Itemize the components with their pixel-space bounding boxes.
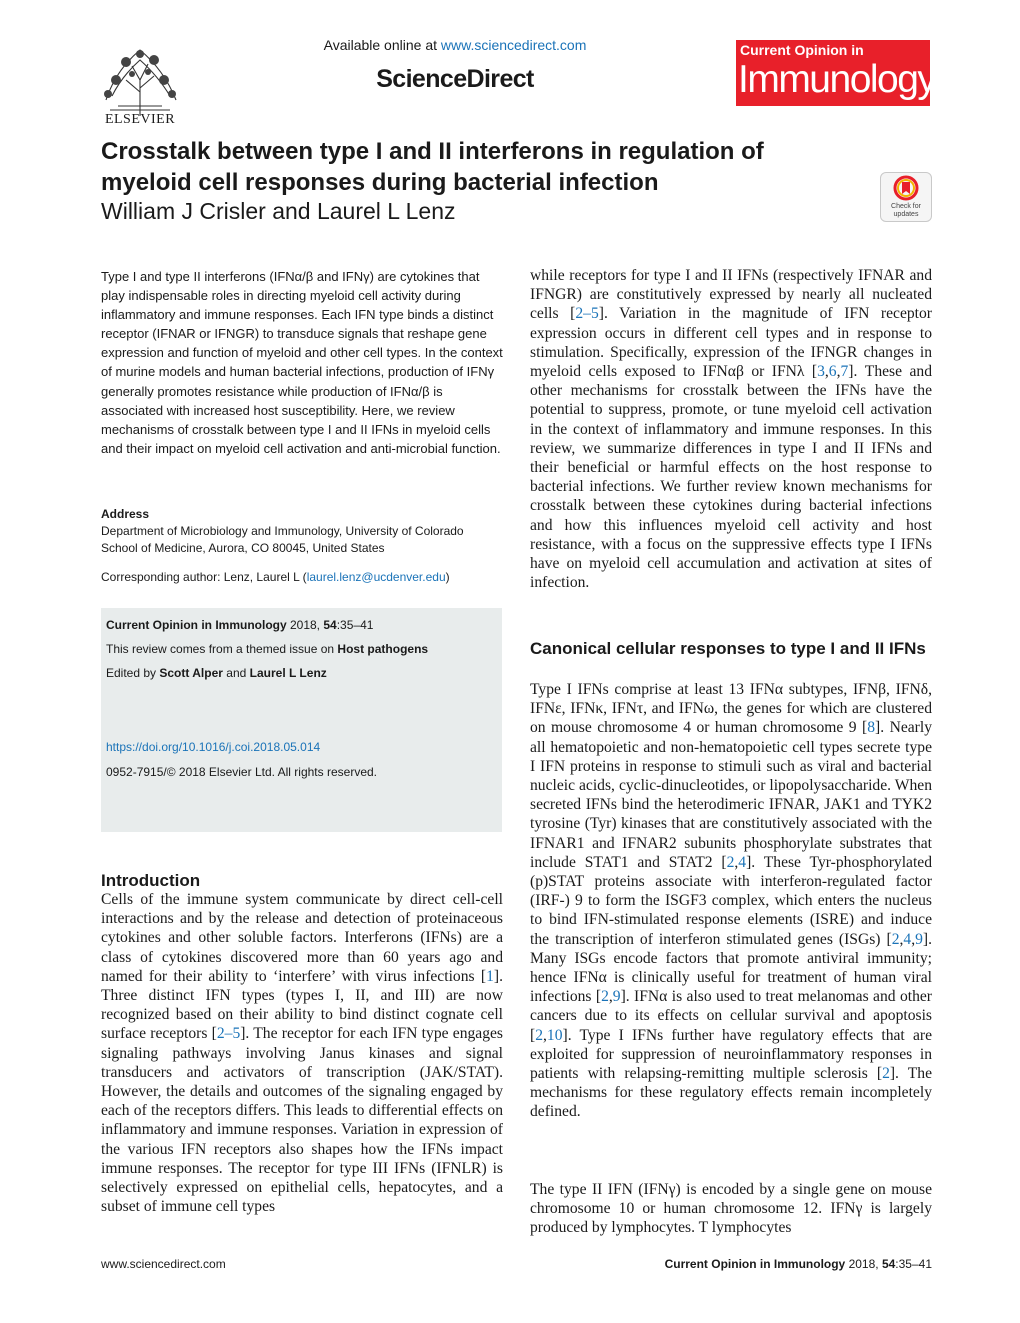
editor-1: Scott Alper (159, 666, 223, 680)
corresponding-prefix: Corresponding author: Lenz, Laurel L ( (101, 570, 307, 584)
article-authors: William J Crisler and Laurel L Lenz (101, 198, 456, 224)
reference-link[interactable]: 9 (915, 930, 923, 948)
footer-pages: :35–41 (895, 1257, 932, 1271)
info-year: 2018, (286, 618, 324, 632)
text-run: Type I IFNs comprise at least 13 IFNα subtypes, IFNβ, IFNδ, IFNε, IFNκ, IFNτ, and IFNω, the genes for which are clustered on mouse chromosome 4 or human chromosome 9 [ (530, 681, 932, 737)
reference-link[interactable]: 2 (891, 930, 900, 948)
tree-icon (96, 40, 184, 118)
text-run: ]. Type I IFNs further have regulatory effects that are exploited for suppression of neuroinflammatory responses in patients with relapsing-remitting multiple sclerosis [ (530, 1026, 932, 1083)
reference-link[interactable]: 7 (840, 363, 849, 381)
text-run: ]. The receptor for each IFN type engages signaling pathways involving Janus kinases and signal transducers and activators of transcription (JAK/STAT). However, the details and outcomes of the signaling engaged by each of the receptors differs. This leads to differential effects on inflammatory and immune responses. Variation in expression of the various IFN receptors also shapes how the IFNs impact immune responses. The receptor for type III IFNs (IFNLR) is selectively expressed on epithelial cells, hepatocytes, and a subset of immune cell types (101, 1025, 503, 1216)
platform-name: ScienceDirect (376, 65, 534, 93)
doi-line (106, 740, 320, 754)
address-heading: Address (101, 507, 150, 521)
footer-journal: Current Opinion in Immunology (664, 1257, 846, 1271)
text-run: ]. These Tyr-phosphorylated (p)STAT proteins associate with interferon-regulated factor (IRF-) 9 to form the ISGF3 complex, which enters the nucleus to bind IFN-stimulated response elements (ISRE) and induce the transcription of interferon stimulated genes (ISGs) [ (530, 853, 932, 948)
info-volume: 54 (323, 618, 337, 632)
info-journal: Current Opinion in Immunology (106, 618, 287, 632)
body-paragraph-1: while receptors for type I and II IFNs (respectively IFNAR and IFNGR) are constitutively expressed by nearly all nucleated cells [2–5]. Variation in the magnitude of IFN receptor expression occurs in different cell types and in response to stimulation. Specifically, expression of the IFNGR changes in myeloid cells exposed to IFNαβ or IFNλ [3,6,7]. These and other mechanisms for crosstalk between the IFNs have the potential to suppress, promote, or tune myeloid cell activation in the context of inflammatory and immune responses. In this review, we summarize differences in type I and II IFNs and their beneficial or harmful effects on the host response to bacterial infections. We further review known mechanisms for crosstalk between these cytokines during bacterial infections and how this influences myeloid cell activity and host resistance, with a focus on the suppressive effects type I IFNs have on myeloid cell accumulation and activation at sites of infection. (530, 267, 932, 592)
reference-link[interactable]: 2 (726, 853, 735, 871)
text-run: ]. Many ISGs encode factors that promote antiviral immunity; hence IFNα is clinically useful for treatment of human viral infections [ (530, 930, 932, 1006)
reference-link[interactable]: 3 (817, 363, 825, 381)
edited-by-line (106, 666, 327, 680)
bookmark-icon (881, 173, 931, 203)
introduction-paragraph (101, 890, 503, 1216)
reference-link[interactable]: 1 (486, 967, 494, 985)
text-run: ]. Three distinct IFN types (types I, II, and III) are now recognized based on their ability to bind distinct cognate cell surface receptors [ (101, 967, 503, 1043)
elsevier-logo[interactable] (96, 40, 184, 132)
info-pages: :35–41 (336, 618, 374, 632)
check-updates-label: Check for updates (891, 203, 921, 218)
text-run: ]. IFNα is also used to treat melanomas and other cancers due to its effects on cellular survival and apoptosis [ (530, 988, 932, 1044)
reference-link[interactable]: 10 (546, 1026, 563, 1044)
publisher-name: ELSEVIER (104, 112, 176, 127)
address-text: Department of Microbiology and Immunology, University of Colorado School of Medicine, Aurora, CO 80045, United States (101, 524, 464, 555)
text-run: Cells of the immune system communicate by direct cell-cell interactions and by the release and detection of proteinaceous cytokines and other soluble factors. Interferons (IFNs) are a class of cytokines discovered more than 60 years ago and named for their ability to ‘interfere’ with virus infections [ (101, 891, 503, 985)
reference-link[interactable]: 2 (601, 988, 609, 1006)
available-online (300, 37, 610, 53)
reference-link[interactable]: 2 (535, 1026, 543, 1044)
themed-issue: Host pathogens (337, 642, 429, 656)
citation-line (106, 618, 373, 632)
article-title: Crosstalk between type I and II interferons in regulation of myeloid cell responses during bacterial infection (101, 138, 764, 196)
body-paragraph-3: The type II IFN (IFNγ) is encoded by a single gene on mouse chromosome 10 or human chromosome 12. IFNγ is largely produced by lymphocytes. T lymphocytes (530, 1181, 932, 1237)
footer-citation (665, 1257, 932, 1271)
body-paragraph-2: Type I IFNs comprise at least 13 IFNα subtypes, IFNβ, IFNδ, IFNε, IFNκ, IFNτ, and IFNω, the genes for which are clustered on mouse chromosome 4 or human chromosome 9 [8]. Nearly all hematopoietic and non-hematopoietic cell types secrete type I IFN proteins in response to stimuli such as viral and bacterial nucleic acids, cyclic-dinucleotides, or lipopolysaccharide. When secreted IFNs bind the heterodimeric IFNAR, JAK1 and TYK2 tyrosine (Tyr) kinases that are constitutively associated with the IFNAR1 and IFNAR2 subunits phosphorylate substrates that include STAT1 and STAT2 [2,4]. These Tyr-phosphorylated (p)STAT proteins associate with interferon-regulated factor (IRF-) 9 to form the ISGF3 complex, which enters the nucleus to bind IFN-stimulated response elements (ISRE) and induce the transcription of interferon stimulated genes (ISGs) [2,4,9]. Many ISGs encode factors that promote antiviral immunity; hence IFNα is clinically useful for treatment of human viral infections [2,9]. IFNα is also used to treat melanomas and other cancers due to its effects on cellular survival and apoptosis [2,10]. Type I IFNs further have regulatory effects that are exploited for suppression of neuroinflammatory responses in patients with relapsing-remitting multiple sclerosis [2]. The mechanisms for these regulatory effects remain incompletely defined. (530, 681, 933, 1121)
footer-url[interactable]: www.sciencedirect.com (101, 1257, 226, 1271)
footer-volume: 54 (881, 1257, 896, 1271)
corresponding-suffix: ) (445, 570, 450, 584)
journal-logo[interactable] (736, 40, 936, 106)
reference-link[interactable]: 9 (612, 988, 621, 1006)
introduction-heading: Introduction (101, 871, 201, 890)
reference-link[interactable]: 2–5 (216, 1025, 241, 1043)
text-run: ]. The mechanisms for these regulatory effects remain incompletely defined. (530, 1065, 933, 1121)
text-run: while receptors for type I and II IFNs (respectively IFNAR and IFNGR) are constitutively expressed by nearly all nucleated cells [ (530, 267, 932, 323)
abstract: Type I and type II interferons (IFNα/β and IFNγ) are cytokines that play indispensable roles in directing myeloid cell activity during inflammatory and immune responses. Each IFN type binds a distinct receptor (IFNAR or IFNGR) to transduce signals that reshape gene expression and function of myeloid and other cell types. In the context of murine models and human bacterial infections, production of IFNγ generally promotes resistance while production of IFNα/β is associated with increased host susceptibility. Here, we review mechanisms of crosstalk between type I and II IFNs in myeloid cells and their impact on myeloid cell activation and anti-microbial function. (101, 269, 503, 456)
edited-prefix: Edited by (106, 666, 160, 680)
text-run: ]. Nearly all hematopoietic and non-hematopoietic cell types secrete type I IFN proteins in response to stimuli such as viral and bacterial nucleic acids, cyclic-dinucleotides, or lipopolysaccharide. When secreted IFNs bind the heterodimeric IFNAR, JAK1 and TYK2 tyrosine (Tyr) kinases that are constitutively associated with the IFNAR1 and IFNAR2 subunits phosphorylate substrates that include STAT1 and STAT2 [ (530, 719, 932, 871)
check-for-updates-button[interactable] (880, 172, 932, 222)
reference-link[interactable]: 4 (738, 853, 747, 871)
info-box (101, 608, 502, 832)
corresponding-author (101, 570, 503, 584)
journal-logo-name: Immunology (738, 58, 936, 101)
themed-prefix: This review comes from a themed issue on (106, 642, 338, 656)
available-prefix: Available online at (323, 37, 441, 53)
journal-logo-top: Current Opinion in (740, 42, 864, 58)
reference-link[interactable]: 4 (903, 930, 912, 948)
text-run: ]. These and other mechanisms for crosstalk between the IFNs have the potential to suppress, promote, or tune myeloid cell activation in the context of inflammatory and immune responses. In this review, we summarize differences in type I and II IFNs and their beneficial or harmful effects on the host response to bacterial infections. We further review known mechanisms for crosstalk between these cytokines during bacterial infections and how this influences myeloid cell activity and host resistance, with a focus on the suppressive effects type I IFNs have on myeloid cell accumulation and activation at sites of infection. (530, 363, 932, 592)
sciencedirect-link[interactable]: www.sciencedirect.com (440, 37, 587, 53)
editor-2: Laurel L Lenz (249, 666, 327, 680)
text-run: ]. Variation in the magnitude of IFN receptor expression occurs in different cell types and in response to stimulation. Specifically, expression of the IFNGR changes in myeloid cells exposed to IFNαβ or IFNλ [ (530, 305, 932, 381)
reference-link[interactable]: 2–5 (575, 305, 599, 323)
email-link[interactable]: laurel.lenz@ucdenver.edu (306, 570, 446, 584)
copyright-line: 0952-7915/© 2018 Elsevier Ltd. All rights reserved. (106, 765, 377, 779)
reference-link[interactable]: 8 (867, 719, 876, 737)
reference-link[interactable]: 2 (882, 1065, 890, 1083)
edited-and: and (222, 666, 250, 680)
doi-link[interactable]: https://doi.org/10.1016/j.coi.2018.05.014 (106, 740, 321, 754)
footer-year: 2018, (845, 1257, 882, 1271)
reference-link[interactable]: 6 (828, 363, 837, 381)
section-heading: Canonical cellular responses to type I and II IFNs (530, 639, 926, 658)
themed-issue-line (106, 642, 428, 656)
